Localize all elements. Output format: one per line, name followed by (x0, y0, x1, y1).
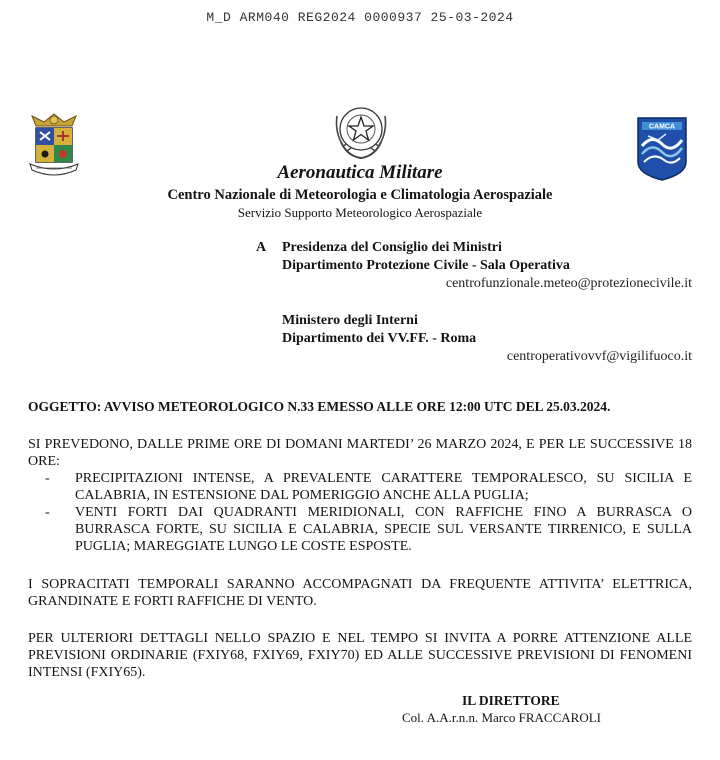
list-item (28, 504, 692, 555)
organization-service: Servizio Supporto Meteorologico Aerospaziale (237, 205, 483, 220)
list-item (28, 470, 692, 504)
organization-center: Centro Nazionale di Meteorologia e Climatologia Aerospaziale (167, 187, 553, 203)
subject-line: OGGETTO: AVVISO METEOROLOGICO N.33 EMESSO ALLE ORE 12:00 UTC DEL 25.03.2024. (28, 399, 611, 414)
italian-republic-emblem-icon (333, 102, 389, 162)
camca-logo-text: CAMCA (648, 123, 676, 131)
protocol-number: M_D ARM040 REG2024 0000937 25-03-2024 (206, 10, 514, 25)
recipient-1-email: centrofunzionale.meteo@protezionecivile.it (445, 276, 692, 291)
forecast-bullets (28, 470, 692, 555)
thunderstorm-paragraph: I SOPRACITATI TEMPORALI SARANNO ACCOMPAGNATI DA FREQUENTE ATTIVITA’ ELETTRICA, GRANDINATE E FORTI RAFFICHE DI VENTO. (28, 577, 692, 609)
recipients-prefix: A (256, 240, 267, 255)
bullet-marker: - (45, 471, 50, 486)
recipient-1-line2: Dipartimento Protezione Civile - Sala Operativa (282, 258, 570, 273)
signature-name: Col. A.A.r.n.n. Marco FRACCAROLI (402, 710, 601, 725)
signature-title: IL DIRETTORE (462, 693, 560, 708)
recipient-2-line2: Dipartimento dei VV.FF. - Roma (282, 331, 477, 346)
organization-name: Aeronautica Militare (277, 162, 443, 183)
recipient-2-email: centroperativovvf@vigilifuoco.it (506, 349, 692, 364)
forecast-intro: SI PREVEDONO, DALLE PRIME ORE DI DOMANI MARTEDI’ 26 MARZO 2024, E PER LE SUCCESSIVE 18 ORE: (28, 437, 692, 469)
bullet-text: PRECIPITAZIONI INTENSE, A PREVALENTE CARATTERE TEMPORALESCO, SU SICILIA E CALABRIA, IN ESTENSIONE DAL POMERIGGIO ANCHE ALLA PUGLIA; (75, 471, 692, 503)
bullet-marker: - (45, 505, 50, 520)
bullet-text: VENTI FORTI DAI QUADRANTI MERIDIONALI, CON RAFFICHE FINO A BURRASCA O BURRASCA FORTE, SU SICILIA E CALABRIA, SPECIE SUL VERSANTE TIRRENICO, E SULLA PUGLIA; MAREGGIATE LUNGO LE COSTE ESPOSTE. (75, 505, 692, 554)
recipient-2-line1: Ministero degli Interni (282, 313, 418, 328)
recipient-1-line1: Presidenza del Consiglio dei Ministri (282, 240, 502, 255)
details-paragraph: PER ULTERIORI DETTAGLI NELLO SPAZIO E NEL TEMPO SI INVITA A PORRE ATTENZIONE ALLE PREVISIONI ORDINARIE (FXIY68, FXIY69, FXIY70) ED ALLE SUCCESSIVE PREVISIONI DI FENOMENI INTENSI (FXIY65). (28, 631, 692, 680)
